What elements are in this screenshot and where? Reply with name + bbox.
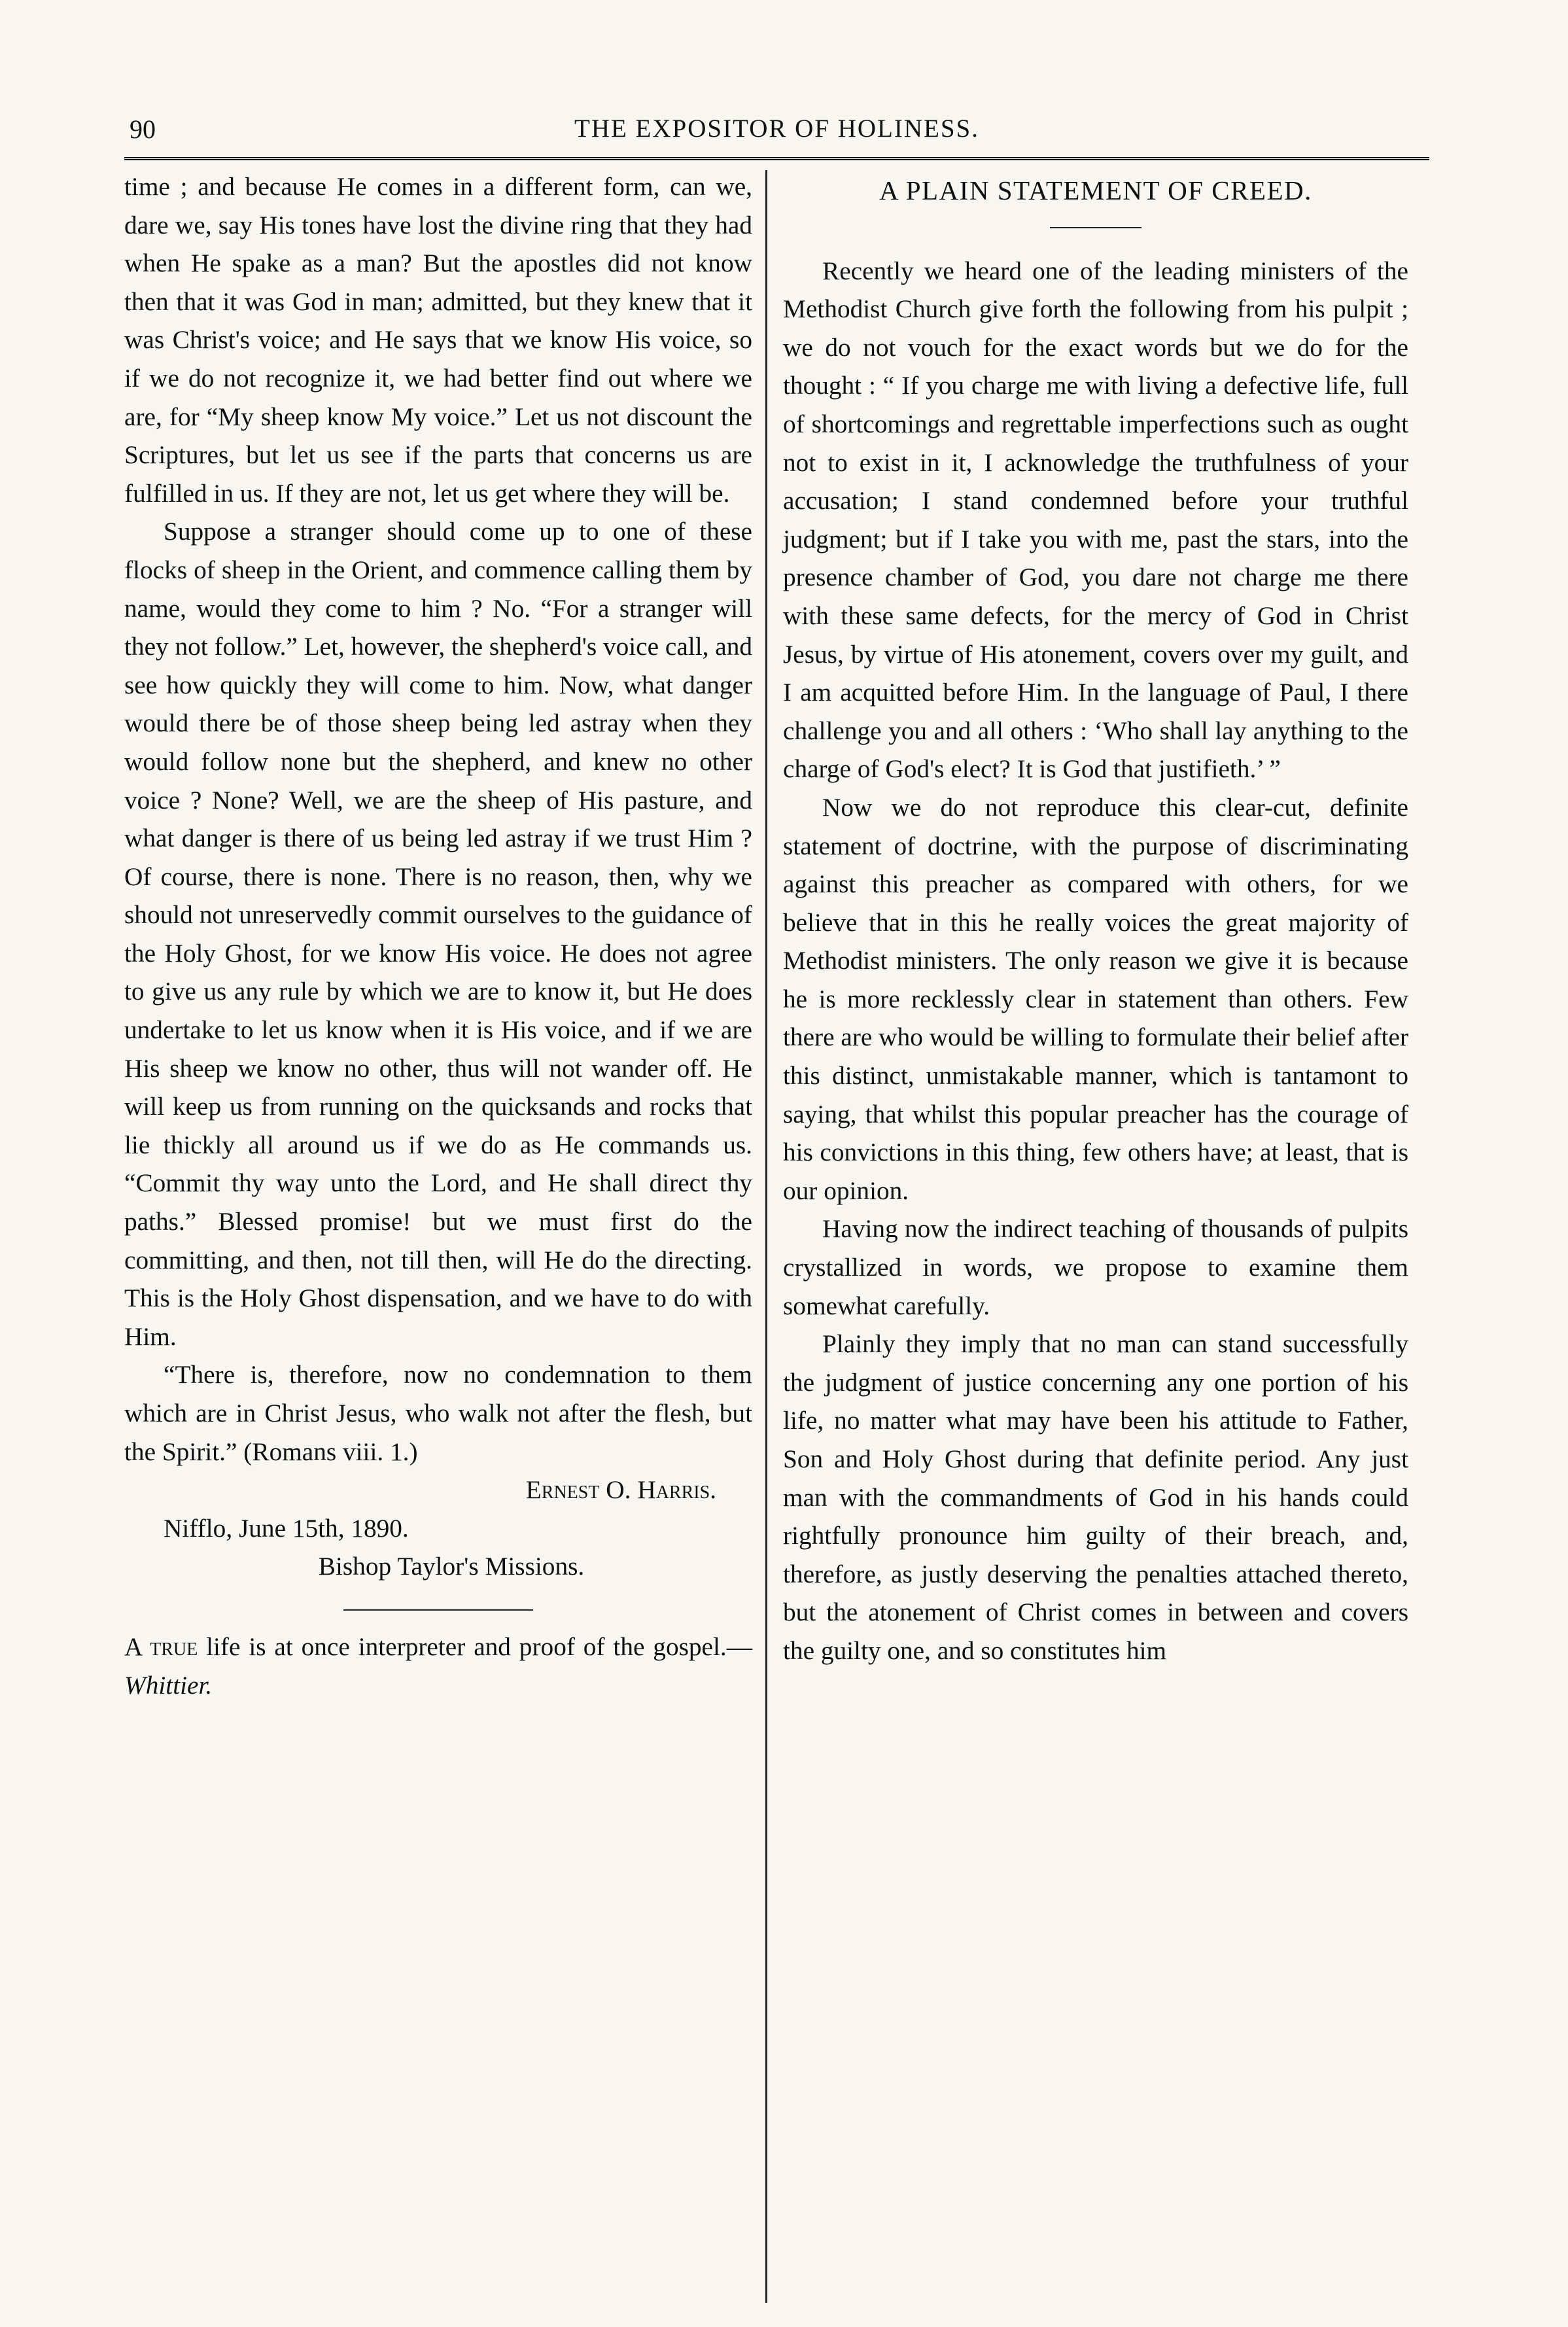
right-paragraph: Plainly they imply that no man can stand successfully the judgment of justice concerning any one portion of his life, no matter what may have been his attitude to Father, Son and Holy Ghost during that definite period. Any just man with the commandments of God in his hands could rightfully pronounce him guilty of their breach, and, therefore, as justly deserving the penalties attached thereto, but the atonement of Christ comes in between and covers the guilty one, and so constitutes him <box>783 1329 1408 1665</box>
filler-quote <box>124 1628 752 1704</box>
title-divider <box>1050 227 1141 228</box>
left-paragraph: “There is, therefore, now no condemnation to them which are in Christ Jesus, who walk not after the flesh, but the Spirit.” (Romans viii. 1.) <box>124 1360 752 1466</box>
page <box>124 92 1429 2303</box>
right-paragraph: Now we do not reproduce this clear-cut, definite statement of doctrine, with the purpose of discriminating against this preacher as compared with others, for we believe that in this he really voices the great majority of Methodist ministers. The only reason we give it is because he is more recklessly clear in statement than others. Few there are who would be willing to formulate their belief after this distinct, unmistakable manner, which is tantamont to saying, that whilst this popular preacher has the courage of his convictions in this thing, few others have; at least, that is our opinion. <box>783 792 1408 1205</box>
page-number: 90 <box>130 114 156 144</box>
article-columns <box>124 167 1429 2303</box>
left-paragraph: time ; and because He comes in a different form, can we, dare we, say His tones have lost the divine ring that they had when He spake as a man? But the apostles did not know then that it was God in man; admitted, but they knew that it was Christ's voice; and He says that we know His voice, so if we do not recognize it, we had better find out where we are, for “My sheep know My voice.” Let us not discount the Scriptures, but let us see if the parts that concerns us are fulfilled in us. If they are not, let us get where they will be. <box>124 172 752 508</box>
section-divider <box>343 1609 533 1611</box>
article-title: A PLAIN STATEMENT OF CREED. <box>879 175 1312 205</box>
right-column <box>767 167 1408 2303</box>
right-paragraph: Having now the indirect teaching of thousands of pulpits crystallized in words, we propose to examine them somewhat carefully. <box>783 1214 1408 1320</box>
dateline: Nifflo, June 15th, 1890. <box>164 1513 409 1543</box>
left-paragraph: Suppose a stranger should come up to one of these flocks of sheep in the Orient, and commence calling them by name, would they come to him ? No. “For a stranger will they not follow.” Let, however, the shepherd's voice call, and see how quickly they will come to him. Now, what danger would there be of those sheep being led astray when they would follow none but the shepherd, and knew no other voice ? None? Well, we are the sheep of His pasture, and what danger is there of us being led astray if we trust Him ? Of course, there is none. There is no reason, then, why we should not unreservedly commit ourselves to the guidance of the Holy Ghost, for we know His voice. He does not agree to give us any rule by which we are to know it, but He does undertake to let us know when it is His voice, and if we are His sheep we know no other, thus will not wander off. He will keep us from running on the quicksands and rocks that lie thickly all around us if we do as He commands us. “Commit thy way unto the Lord, and He shall direct thy paths.” Blessed promise! but we must first do the committing, and then, not till then, will He do the directing. This is the Holy Ghost dispensation, and we have to do with Him. <box>124 517 752 1351</box>
left-column <box>124 167 765 2303</box>
filler-text: life is at once interpreter and proof of the gospel.— <box>198 1632 753 1661</box>
filler-author: Whittier. <box>124 1670 213 1700</box>
mission-name: Bishop Taylor's Missions. <box>318 1552 585 1581</box>
author-signature: Ernest O. Harris. <box>525 1475 716 1505</box>
filler-lead: A true <box>124 1632 198 1661</box>
right-paragraph: Recently we heard one of the leading ministers of the Methodist Church give forth the following from his pulpit ; we do not vouch for the exact words but we do for the thought : “ If you charge me with living a defective life, full of shortcomings and regrettable imperfections such as ought not to exist in it, I acknowledge the truthfulness of your accusation; I stand condemned before your truthful judgment; but if I take you with me, past the stars, into the presence chamber of God, you dare not charge me there with these same defects, for the mercy of God in Christ Jesus, by virtue of His atonement, covers over my guilt, and I am acquitted before Him. In the language of Paul, I there challenge you and all others : ‘Who shall lay anything to the charge of God's elect? It is God that justifieth.’ ” <box>783 256 1408 784</box>
page-header <box>124 92 1429 160</box>
journal-title: THE EXPOSITOR OF HOLINESS. <box>574 114 979 143</box>
